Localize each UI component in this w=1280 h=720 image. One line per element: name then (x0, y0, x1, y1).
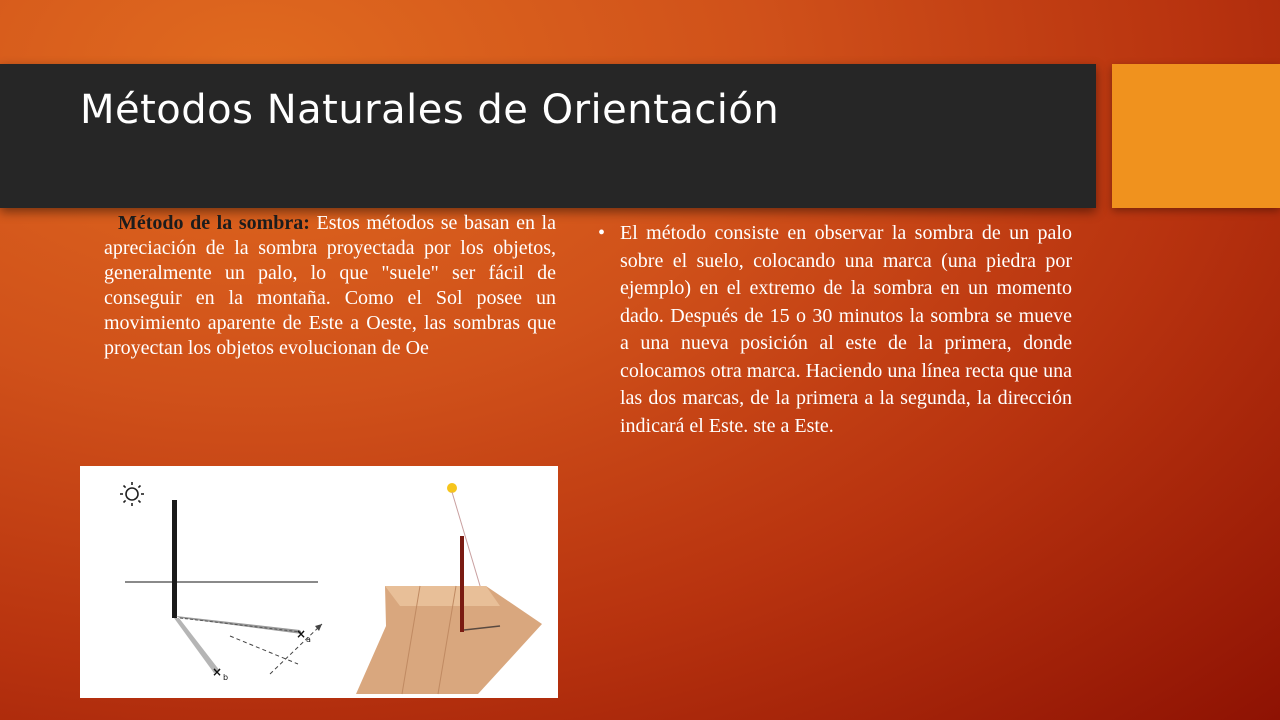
method-heading: Método de la sombra: (118, 212, 310, 234)
mark-b-label: b (223, 673, 229, 682)
shadow-method-figure (80, 466, 558, 698)
stick-3d (460, 536, 464, 632)
accent-block (1112, 64, 1280, 208)
left-body: Estos métodos se basan en la apreciación de la sombra proyectada por los objetos, generalmente un palo, lo que "suele" ser fácil de conseguir en la montaña. Como el Sol posee un movimiento aparente de Este a Oeste, las sombras que proyectan los objetos evolucionan de Oe (104, 212, 556, 359)
sun-glow (447, 483, 457, 493)
sun-icon (120, 482, 144, 506)
slide-title: Métodos Naturales de Orientación (80, 87, 780, 133)
stick (172, 500, 177, 618)
mark-a-label: a (306, 635, 311, 644)
right-body: El método consiste en observar la sombra de un palo sobre el suelo, colocando una marca (una piedra por ejemplo) en el extremo de la sombra en un momento dado. Después de 15 o 30 minutos la sombra se mueve a una nueva posición al este de la primera, donde colocamos otra marca. Haciendo una línea recta que una las dos marcas, de la primera a la segunda, la dirección indicará el Este. ste a Este. (620, 222, 1072, 437)
right-paragraph (598, 220, 1072, 440)
svg-text:×: × (212, 665, 223, 679)
left-paragraph (104, 211, 556, 361)
shadow-a (176, 616, 302, 634)
bullet-marker: • (598, 222, 606, 244)
svg-text:×: × (296, 627, 307, 641)
shadow-diagram (80, 466, 558, 698)
